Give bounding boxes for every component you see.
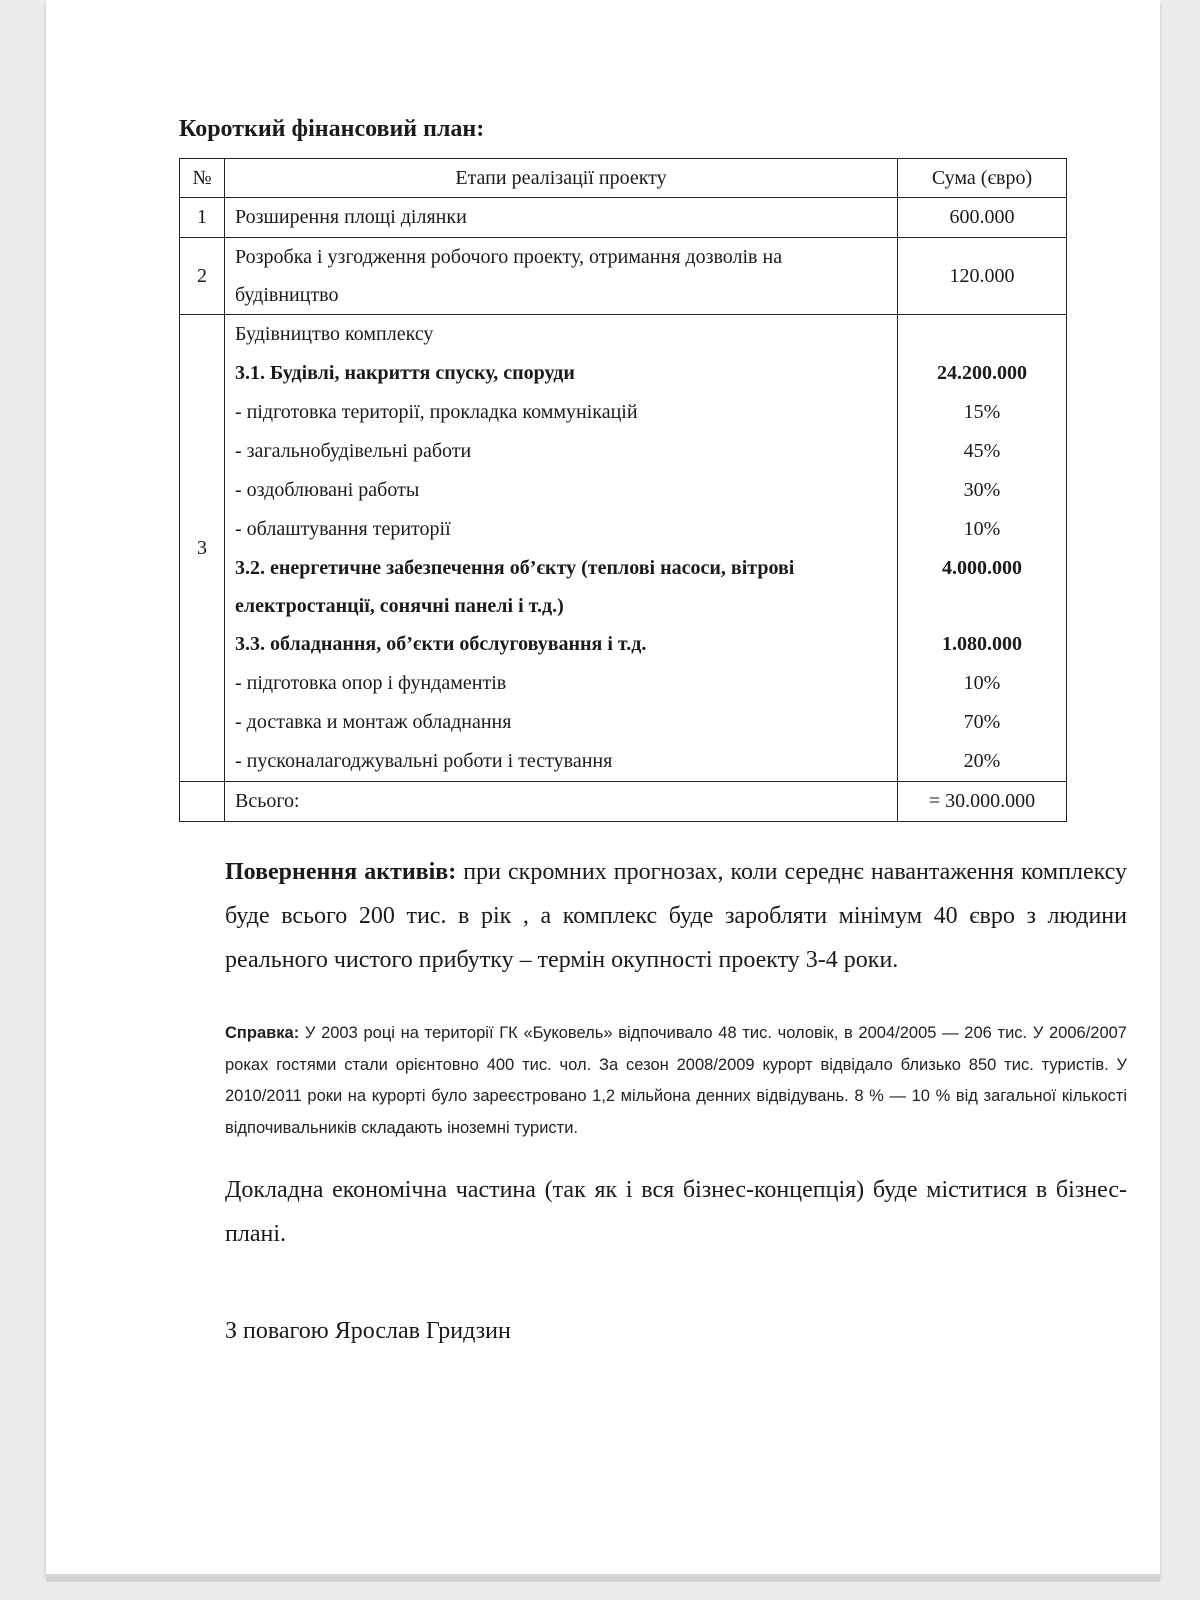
value-line: 4.000.000 <box>942 557 1022 579</box>
signature: З повагою Ярослав Гридзин <box>225 1318 511 1344</box>
row-sum: 120.000 <box>898 238 1067 315</box>
returns-paragraph <box>225 850 1127 982</box>
note-text: У 2003 році на території ГК «Буковель» відпочивало 48 тис. чоловік, в 2004/2005 — 206 тис. У 2006/2007 роках гостями стали орієнтовно 400 тис. чол. За сезон 2008/2009 курорт відвідало близько 850 тис. туристів. У 2010/2011 роки на курорті було зареєстровано 1,2 мільйона денних відвідувань. 8 % — 10 % від загальної кількості відпочивальників складають іноземні туристи. <box>225 1024 1127 1137</box>
note-label: Справка: <box>225 1024 300 1042</box>
value-line: 15% <box>963 401 1001 423</box>
row-description: Розширення площі ділянки <box>225 198 898 238</box>
total-sum: = 30.000.000 <box>898 782 1067 822</box>
document-page <box>46 0 1160 1574</box>
item-line: - підготовка території, прокладка коммунікацій <box>235 401 638 423</box>
table-row <box>180 198 1067 238</box>
table-header-row <box>180 159 1067 198</box>
table-row <box>180 238 1067 315</box>
value-line: 70% <box>963 711 1001 733</box>
row-sum: 600.000 <box>898 198 1067 238</box>
closing-paragraph: Докладна економічна частина (так як і вся бізнес-концепція) буде міститися в бізнес-плані. <box>225 1177 1127 1247</box>
header-number: № <box>180 159 225 198</box>
value-line: 10% <box>963 672 1001 694</box>
total-number-cell <box>180 782 225 822</box>
value-line <box>908 315 1056 354</box>
row-description: Розробка і узгодження робочого проекту, отримання дозволів на будівництво <box>225 238 898 315</box>
table-total-row <box>180 782 1067 822</box>
item-line: - облаштування території <box>235 518 451 540</box>
section-3-2-line: 3.2. енергетичне забезпечення об’єкту (теплові насоси, вітрові електростанції, сонячні панелі і т.д.) <box>235 557 795 617</box>
section-3-1-line: 3.1. Будівлі, накриття спуску, споруди <box>235 362 575 384</box>
construction-line: Будівництво комплексу <box>235 323 434 345</box>
financial-plan-table <box>179 158 1067 822</box>
row-sum-list <box>898 315 1067 782</box>
header-stages: Етапи реалізації проекту <box>225 159 898 198</box>
row-description-list <box>225 315 898 782</box>
section-3-3-line: 3.3. обладнання, об’єкти обслуговування і т.д. <box>235 633 647 655</box>
header-sum: Сума (євро) <box>898 159 1067 198</box>
row-number: 1 <box>180 198 225 238</box>
item-line: - оздоблювані работы <box>235 479 420 501</box>
value-line: 24.200.000 <box>937 362 1027 384</box>
value-line: 20% <box>963 750 1001 772</box>
page-bottom-strip <box>46 1574 1160 1582</box>
item-line: - пусконалагоджувальні роботи і тестування <box>235 750 613 772</box>
value-line: 1.080.000 <box>942 633 1022 655</box>
value-line: 30% <box>963 479 1001 501</box>
returns-text: при скромних прогнозах, коли середнє навантаження комплексу буде всього 200 тис. в рік , а комплекс буде заробляти мінімум 40 євро з людини реального чистого прибутку – термін окупності проекту 3-4 роки. <box>225 859 1127 973</box>
total-label: Всього: <box>225 782 898 822</box>
reference-note <box>225 1018 1127 1144</box>
row-number: 3 <box>180 315 225 782</box>
value-line: 45% <box>963 440 1001 462</box>
item-line: - доставка и монтаж обладнання <box>235 711 512 733</box>
value-line: 10% <box>963 518 1001 540</box>
item-line: - загальнобудівельні работи <box>235 440 472 462</box>
item-line: - підготовка опор і фундаментів <box>235 672 507 694</box>
financial-plan-title: Короткий фінансовий план: <box>179 116 485 142</box>
row-number: 2 <box>180 238 225 315</box>
table-row <box>180 315 1067 782</box>
returns-label: Повернення активів: <box>225 859 457 885</box>
